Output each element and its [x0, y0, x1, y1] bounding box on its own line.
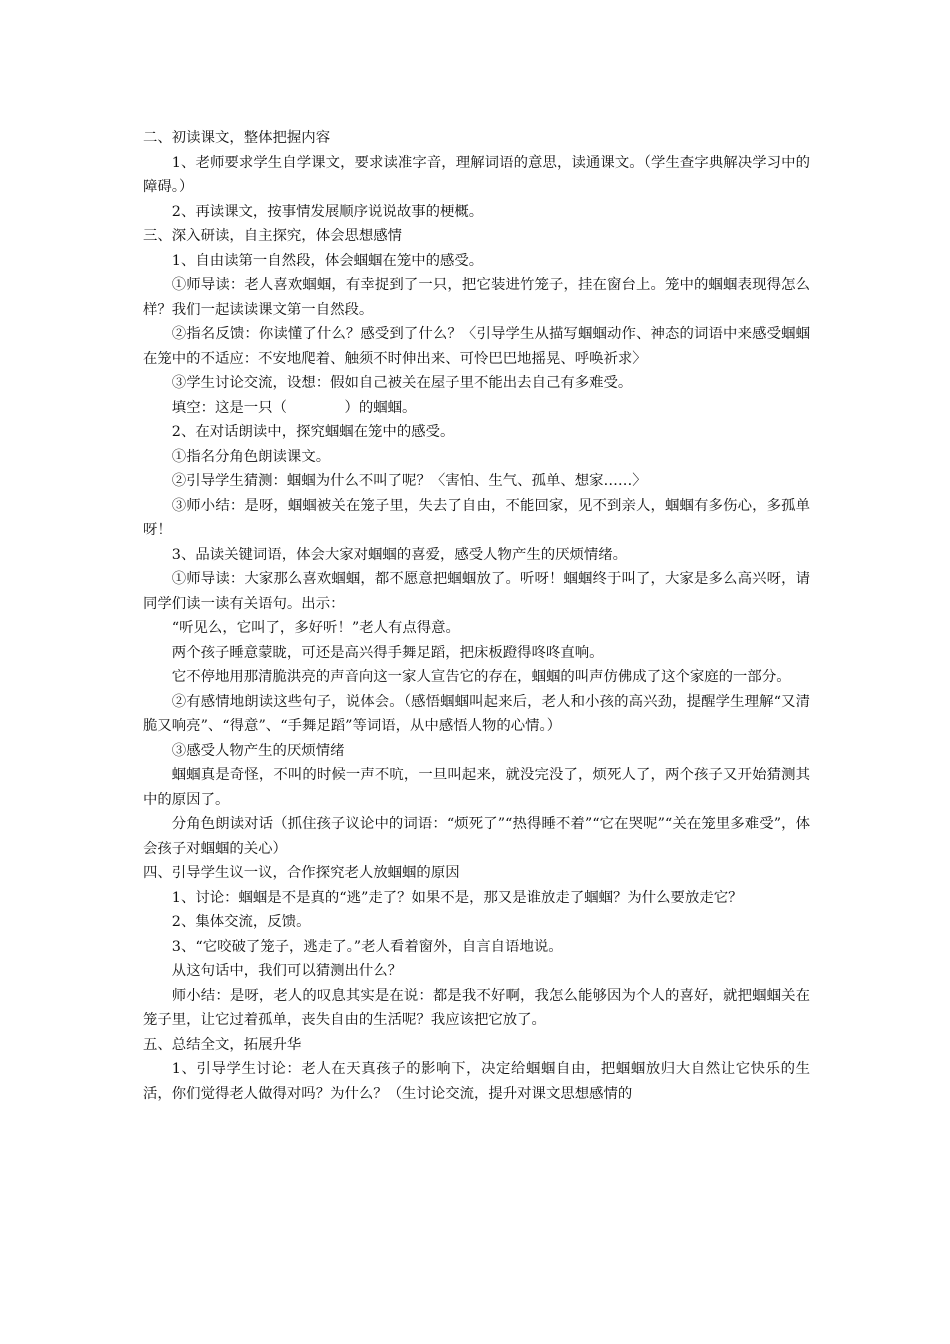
- section-heading-2: 二、初读课文，整体把握内容: [143, 130, 331, 146]
- section-heading-3: 三、深入研读，自主探究，体会思想感情: [143, 228, 403, 244]
- paragraph: 1、自由读第一自然段，体会蝈蝈在笼中的感受。: [171, 252, 484, 269]
- paragraph: 从这句话中，我们可以猜测出什么？: [171, 963, 403, 979]
- paragraph: ②指名反馈：你读懂了什么？感受到了什么？〈引导学生从描写蝈蝈动作、神态的词语中来感受蝈蝈在笼中的不适应：不安地爬着、触须不时伸出来、可怜巴巴地摇晃、呼唤祈求〉: [143, 326, 810, 367]
- quote: 两个孩子睡意蒙眬，可还是高兴得手舞足蹈，把床板蹬得咚咚直响。: [171, 644, 604, 661]
- paragraph: 分角色朗读对话（抓住孩子议论中的词语：“烦死了”“热得睡不着”“它在哭呢”“关在笼里多难受”，体会孩子对蝈蝈的关心）: [143, 816, 810, 857]
- paragraph: ①指名分角色朗读课文。: [171, 448, 331, 465]
- paragraph: ①师导读：老人喜欢蝈蝈，有幸捉到了一只，把它装进竹笼子，挂在窗台上。笼中的蝈蝈表现得怎么样？我们一起读读课文第一自然段。: [143, 277, 810, 318]
- paragraph: 2、集体交流，反馈。: [171, 914, 311, 930]
- paragraph: ②有感情地朗读这些句子，说体会。（感悟蝈蝈叫起来后，老人和小孩的高兴劲，提醒学生理解“又清脆又响亮”、“得意”、“手舞足蹈”等词语，从中感悟人物的心情。）: [143, 693, 810, 734]
- paragraph: 3、品读关键词语，体会大家对蝈蝈的喜爱，感受人物产生的厌烦情绪。: [171, 546, 628, 563]
- paragraph: ③感受人物产生的厌烦情绪: [171, 742, 345, 759]
- paragraph: 1、讨论：蝈蝈是不是真的“逃”走了？如果不是，那又是谁放走了蝈蝈？为什么要放走它？: [171, 889, 743, 906]
- paragraph: 师小结：是呀，老人的叹息其实是在说：都是我不好啊，我怎么能够因为个人的喜好，就把蝈蝈关在笼子里，让它过着孤单，丧失自由的生活呢？我应该把它放了。: [143, 987, 810, 1028]
- paragraph: 蝈蝈真是奇怪，不叫的时候一声不吭，一旦叫起来，就没完没了，烦死人了，两个孩子又开始猜测其中的原因了。: [143, 767, 810, 808]
- quote: “听见么，它叫了，多好听！”老人有点得意。: [171, 620, 460, 636]
- paragraph: 2、再读课文，按事情发展顺序说说故事的梗概。: [171, 203, 484, 220]
- paragraph: 3、“它咬破了笼子，逃走了。”老人看着窗外，自言自语地说。: [171, 938, 563, 955]
- fill-in-blank: 填空：这是一只（ ）的蝈蝈。: [171, 399, 417, 416]
- paragraph: ③学生讨论交流，设想：假如自己被关在屋子里不能出去自己有多难受。: [171, 375, 633, 391]
- paragraph: ①师导读：大家那么喜欢蝈蝈，都不愿意把蝈蝈放了。听呀！蝈蝈终于叫了，大家是多么高兴呀，请同学们读一读有关语句。出示：: [143, 571, 810, 612]
- paragraph: ②引导学生猜测：蝈蝈为什么不叫了呢？〈害怕、生气、孤单、想家……〉: [171, 473, 647, 489]
- paragraph: 2、在对话朗读中，探究蝈蝈在笼中的感受。: [171, 424, 455, 440]
- paragraph: 1、老师要求学生自学课文，要求读准字音，理解词语的意思，读通课文。（学生查字典解决学习中的障碍。）: [143, 154, 810, 195]
- document-body: [143, 126, 810, 1106]
- section-heading-5: 五、总结全文，拓展升华: [143, 1036, 302, 1053]
- section-heading-4: 四、引导学生议一议，合作探究老人放蝈蝈的原因: [143, 865, 460, 881]
- paragraph: ③师小结：是呀，蝈蝈被关在笼子里，失去了自由，不能回家，见不到亲人，蝈蝈有多伤心，多孤单呀！: [143, 497, 810, 538]
- quote: 它不停地用那清脆洪亮的声音向这一家人宣告它的存在，蝈蝈的叫声仿佛成了这个家庭的一部分。: [171, 669, 791, 685]
- paragraph: 1、引导学生讨论：老人在天真孩子的影响下，决定给蝈蝈自由，把蝈蝈放归大自然让它快乐的生活，你们觉得老人做得对吗？为什么？（生讨论交流，提升对课文思想感情的: [143, 1061, 810, 1102]
